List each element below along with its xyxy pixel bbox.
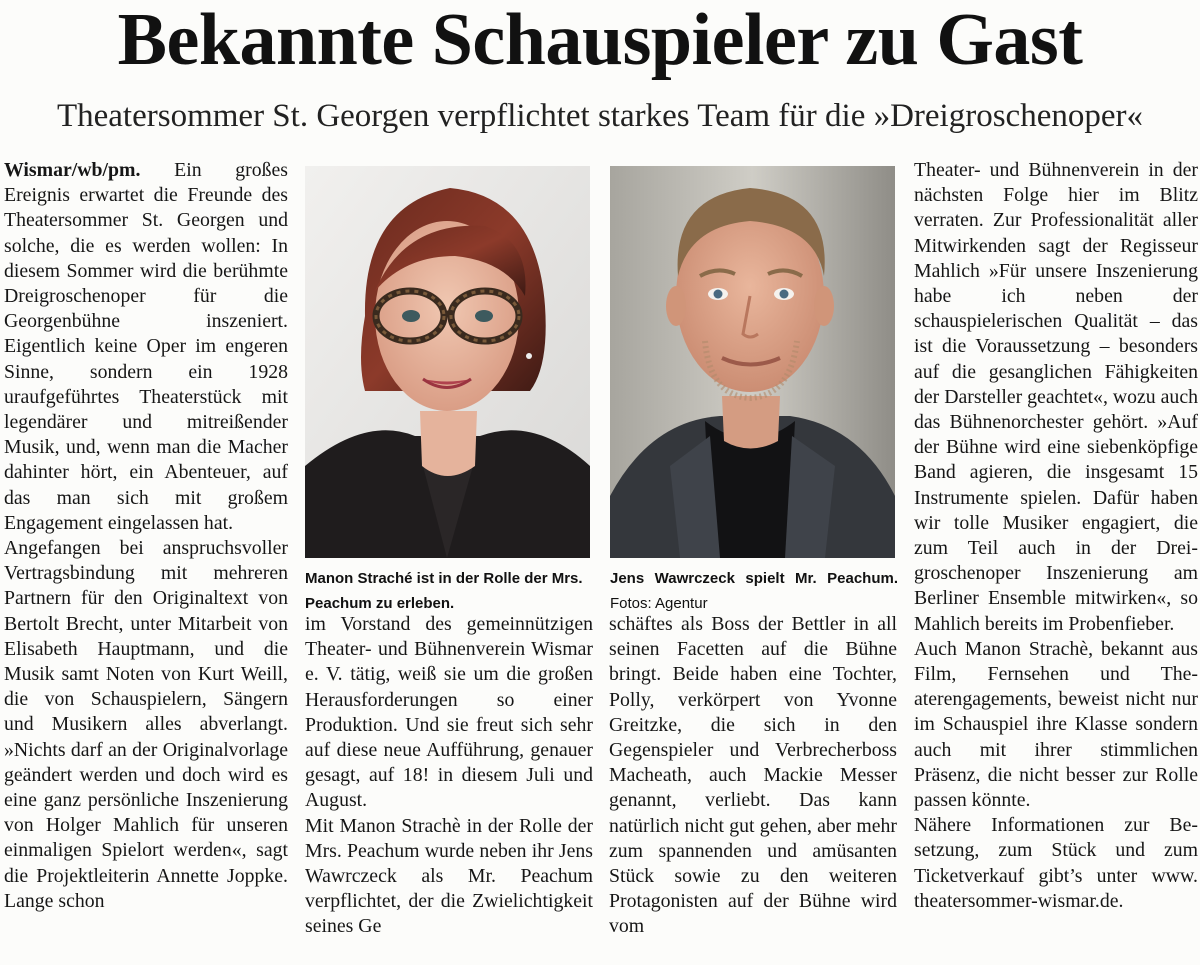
column-3 [609,612,897,965]
column-1 [4,158,288,965]
dateline: Wismar/wb/pm. [4,159,141,181]
photo-caption-1 [305,566,593,616]
paragraph: schäftes als Boss der Bettler in all seinen Facetten auf die Bühne bringt. Beide haben eine Tochter, Polly, verkörpert von Yvonne Greitzke, die sich in den Gegenspieler und Verbrecherboss Macheath, auch Mackie Messer genannt, verliebt. Das kann natürlich nicht gut gehen, aber mehr zum spannenden und amüsanten Stück sowie zu den weiteren Protagonisten auf der Bühne wird vom [609,613,897,938]
portrait-man-image [610,166,895,558]
paragraph: Theater- und Bühnenverein in der nächsten Folge hier im Blitz verraten. Zur Professionalität aller Mitwirkenden sagt der Regisseur Mahlich »Für unsere Inszenierung habe ich neben der schauspielerischen Qualität – das ist die Voraussetzung – besonders auf die gesanglichen Fähigkeiten der Darsteller geachtet«, wozu auch das Bühnenorchester gehört. »Auf der Bühne wird eine siebenköpfige Band agieren, die insgesamt 15 Instrumente spielen. Dafür haben wir tolle Musiker engagiert, die zum Teil auch in der Dreigroschenoper Inszenierung am Berliner Ensemble mitwirken«, so Mahlich bereits im Probenfieber. [914,159,1198,635]
photo-jens-wawrczeck [610,166,895,558]
caption-text: Manon Straché ist in der Rolle der Mrs. Peachum zu erleben. [305,570,583,612]
subheadline: Theatersommer St. Georgen verpflichtet starkes Team für die »Dreigroschenoper« [56,98,1143,134]
headline: Bekannte Schauspieler zu Gast [117,0,1083,81]
column-4 [914,158,1198,965]
paragraph: Nähere Informationen zur Besetzung, zum Stück und zum Ticketverkauf gibt’s unter www. theatersommer-wismar.de. [914,814,1198,912]
column-2 [305,612,593,965]
photo-credit: Fotos: Agentur [610,595,708,612]
paragraph: Mit Manon Strachè in der Rolle der Mrs. Peachum wurde neben ihr Jens Wawrczeck als Mr. Peachum verpflichtet, der die Zwielichtigkeit seines Ge [305,814,593,938]
paragraph [4,158,288,536]
paragraph: Angefangen bei anspruchsvoller Vertragsbindung mit mehreren Partnern für den Originaltext von Bertolt Brecht, unter Mitarbeit von Elisabeth Hauptmann, und die Musik samt Noten von Kurt Weill, die von Schauspielern, Sängern und Musikern alles abverlangt. »Nichts darf an der Originalvorlage geändert werden und doch wird es eine ganz persönliche Inszenierung von Holger Mahlich für unseren einmaligen Spielort werden«, sagt die Projektleiterin Annette Joppke. Lange schon [4,537,288,912]
paragraph-text: Ein großes Ereignis erwartet die Freunde des Theatersommer St. Georgen und solche, die es werden wollen: In diesem Sommer wird die berühmte Dreigroschenoper für die Georgenbühne inszeniert. Eigentlich keine Oper im engeren Sinne, sondern ein 1928 uraufgeführtes Theaterstück mit legendärer und mitreißender Musik, und, wenn man die Macher dahinter hört, ein Abenteuer, auf das man sich mit großem Engagement eingelassen hat. [4,159,288,534]
portrait-woman-image [305,166,590,558]
paragraph: Auch Manon Strachè, bekannt aus Film, Fernsehen und Theaterengagements, beweist nicht nur im Schauspiel ihre Klasse sondern auch mit ihrer stimmlichen Präsenz, die nicht besser zur Rolle passen könnte. [914,637,1198,812]
photo-caption-2 [610,566,898,616]
paragraph: im Vorstand des gemeinnützigen Theater- und Bühnenverein Wismar e. V. tätig, weiß sie um die großen Herausforderungen so einer Produktion. Und sie freut sich sehr auf diese neue Aufführung, genauer gesagt, auf 18! in diesem Juli und August. [305,613,593,812]
caption-text: Jens Wawrczeck spielt Mr. Peachum. [610,570,898,587]
photo-manon-strache [305,166,590,558]
